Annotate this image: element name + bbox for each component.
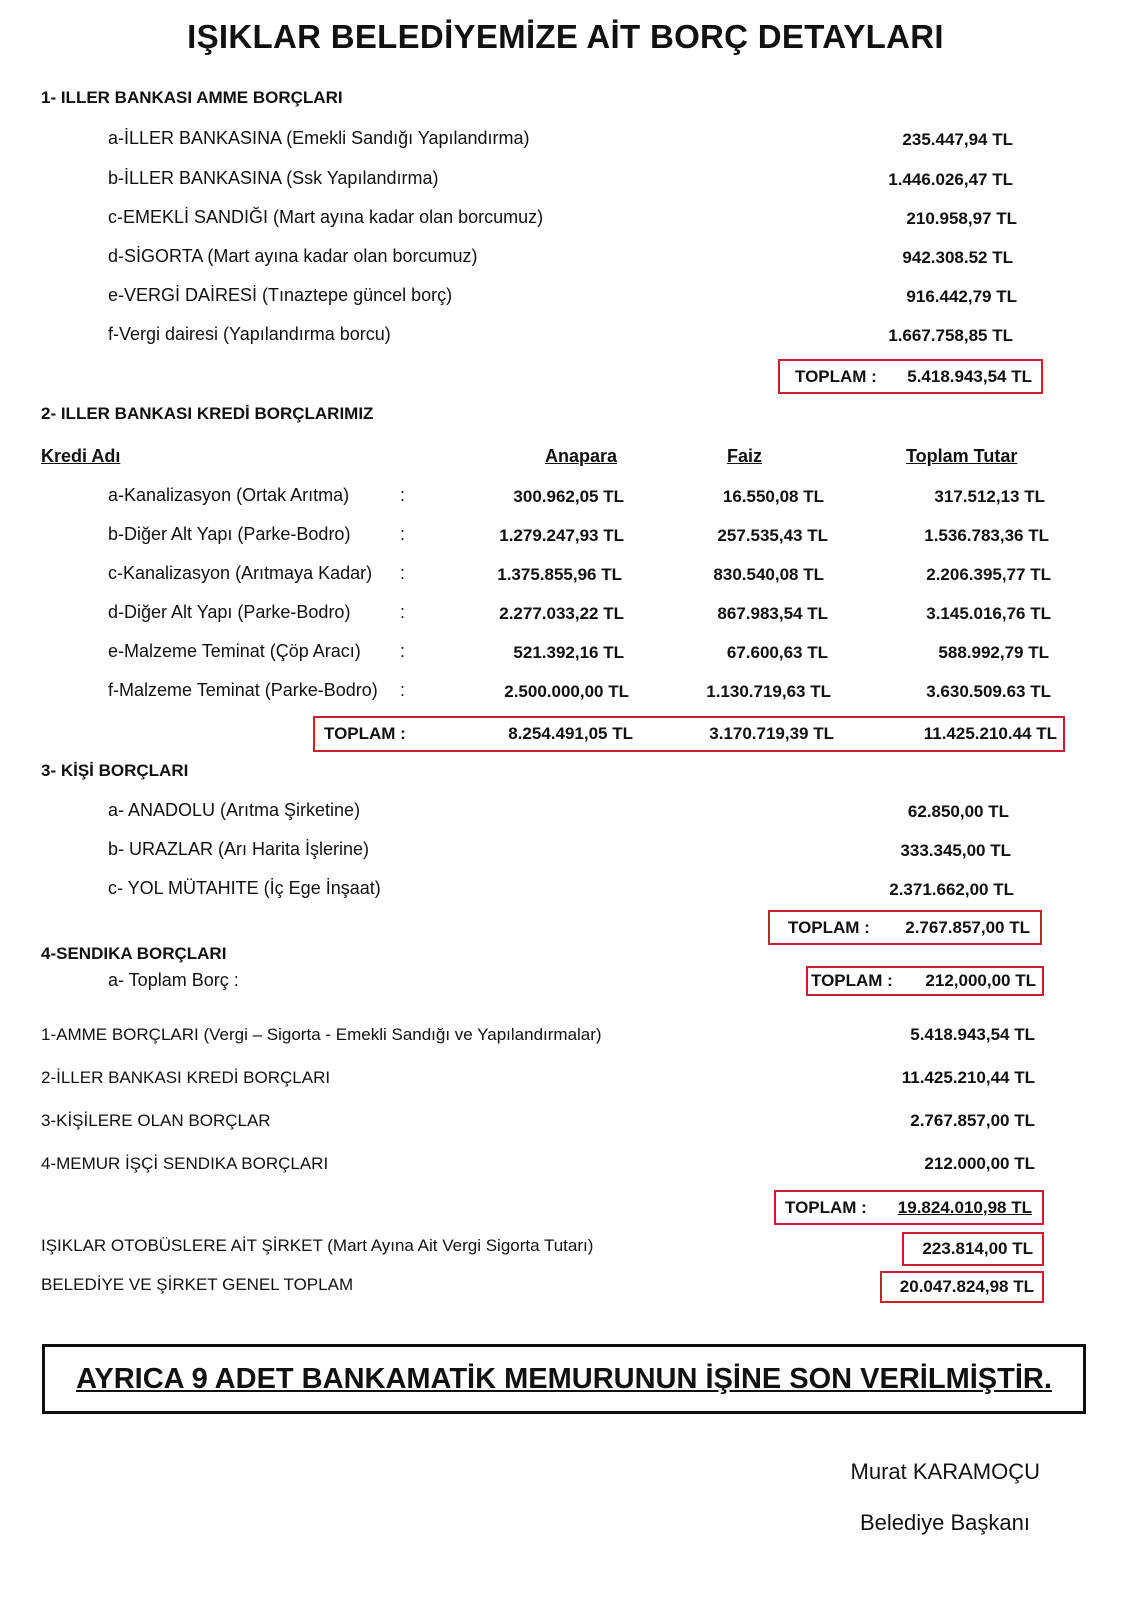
- credit-row-interest: 867.983,54 TL: [717, 604, 828, 623]
- notice-text: AYRICA 9 ADET BANKAMATİK MEMURUNUN İŞİNE SON VERİLMİŞTİR.: [76, 1362, 1052, 1395]
- section-4-heading: 4-SENDIKA BORÇLARI: [41, 944, 227, 963]
- s2-total-total: 11.425.210.44 TL: [923, 724, 1057, 743]
- summary-item-amount: 5.418.943,54 TL: [910, 1025, 1035, 1044]
- s1-item-label: d-SİGORTA (Mart ayına kadar olan borcumuz): [108, 246, 478, 266]
- summary-item-amount: 2.767.857,00 TL: [910, 1111, 1035, 1130]
- s1-item-amount: 1.667.758,85 TL: [888, 326, 1013, 345]
- s1-item-amount: 942.308.52 TL: [902, 248, 1013, 267]
- credit-row-name: f-Malzeme Teminat (Parke-Bodro): [108, 680, 378, 700]
- s3-total-label: TOPLAM :: [788, 917, 870, 937]
- summary-item-label: 1-AMME BORÇLARI (Vergi – Sigorta - Emekli Sandığı ve Yapılandırmalar): [41, 1025, 602, 1044]
- credit-row-colon: :: [400, 680, 406, 700]
- summary-total-value: 19.824.010,98 TL: [897, 1197, 1032, 1217]
- s1-item-amount: 210.958,97 TL: [906, 209, 1017, 228]
- s3-total-value: 2.767.857,00 TL: [905, 917, 1030, 937]
- credit-row-colon: :: [400, 524, 406, 544]
- s1-total-label: TOPLAM :: [795, 366, 877, 386]
- s1-item-label: b-İLLER BANKASINA (Ssk Yapılandırma): [108, 168, 439, 188]
- credit-row-total: 2.206.395,77 TL: [926, 565, 1051, 584]
- credit-row-name: d-Diğer Alt Yapı (Parke-Bodro): [108, 602, 351, 622]
- credit-row-total: 3.145.016,76 TL: [926, 604, 1051, 623]
- credit-row-colon: :: [400, 641, 406, 661]
- col-principal: Anapara: [545, 446, 618, 466]
- s1-total-value: 5.418.943,54 TL: [907, 366, 1032, 386]
- credit-row-principal: 1.279.247,93 TL: [499, 526, 624, 545]
- grand-total-label: BELEDİYE VE ŞİRKET GENEL TOPLAM: [41, 1275, 354, 1294]
- s3-item-amount: 333.345,00 TL: [900, 841, 1011, 860]
- s3-item-label: b- URAZLAR (Arı Harita İşlerine): [108, 839, 370, 859]
- credit-row-principal: 2.277.033,22 TL: [499, 604, 624, 623]
- company-value: 223.814,00 TL: [922, 1239, 1033, 1258]
- credit-row-principal: 1.375.855,96 TL: [497, 565, 622, 584]
- section-2-heading: 2- ILLER BANKASI KREDİ BORÇLARIMIZ: [41, 404, 374, 423]
- s4-total-label: TOPLAM :: [811, 971, 893, 990]
- s3-item-label: a- ANADOLU (Arıtma Şirketine): [108, 800, 361, 820]
- s1-item-label: e-VERGİ DAİRESİ (Tınaztepe güncel borç): [108, 285, 453, 305]
- signature-name: Murat KARAMOÇU: [850, 1459, 1040, 1484]
- company-label: IŞIKLAR OTOBÜSLERE AİT ŞİRKET (Mart Ayına Ait Vergi Sigorta Tutarı): [41, 1236, 594, 1255]
- section-3-heading: 3- KİŞİ BORÇLARI: [41, 761, 189, 780]
- credit-row-principal: 2.500.000,00 TL: [504, 682, 629, 701]
- credit-row-principal: 521.392,16 TL: [513, 643, 624, 662]
- s1-item-amount: 1.446.026,47 TL: [888, 170, 1013, 189]
- credit-row-interest: 1.130.719,63 TL: [706, 682, 831, 701]
- summary-total-box: [774, 1190, 1044, 1225]
- credit-row-principal: 300.962,05 TL: [513, 487, 624, 506]
- s2-total-interest: 3.170.719,39 TL: [709, 724, 834, 743]
- s4-total-value: 212,000,00 TL: [925, 971, 1036, 990]
- signature-role: Belediye Başkanı: [860, 1510, 1030, 1535]
- s1-item-amount: 235.447,94 TL: [902, 130, 1013, 149]
- credit-row-name: a-Kanalizasyon (Ortak Arıtma): [108, 485, 350, 505]
- s2-total-principal: 8.254.491,05 TL: [508, 724, 633, 743]
- credit-row-name: b-Diğer Alt Yapı (Parke-Bodro): [108, 524, 351, 544]
- summary-item-amount: 11.425.210,44 TL: [901, 1068, 1035, 1087]
- credit-row-interest: 257.535,43 TL: [717, 526, 828, 545]
- credit-row-interest: 830.540,08 TL: [713, 565, 824, 584]
- grand-total-value: 20.047.824,98 TL: [899, 1277, 1034, 1296]
- summary-item-amount: 212.000,00 TL: [924, 1154, 1035, 1173]
- s2-total-label: TOPLAM :: [324, 724, 406, 743]
- credit-row-total: 3.630.509.63 TL: [926, 682, 1051, 701]
- s3-item-amount: 2.371.662,00 TL: [889, 880, 1014, 899]
- s3-item-amount: 62.850,00 TL: [907, 802, 1009, 821]
- notice-box: [42, 1344, 1086, 1414]
- credit-row-interest: 16.550,08 TL: [722, 487, 824, 506]
- s4-item-label: a- Toplam Borç :: [108, 970, 239, 990]
- s1-item-label: f-Vergi dairesi (Yapılandırma borcu): [108, 324, 391, 344]
- credit-row-total: 1.536.783,36 TL: [924, 526, 1049, 545]
- summary-item-label: 2-İLLER BANKASI KREDİ BORÇLARI: [41, 1068, 331, 1087]
- credit-row-total: 317.512,13 TL: [934, 487, 1045, 506]
- credit-row-name: c-Kanalizasyon (Arıtmaya Kadar): [108, 563, 373, 583]
- s3-item-label: c- YOL MÜTAHITE (İç Ege İnşaat): [108, 878, 381, 898]
- credit-row-colon: :: [400, 602, 406, 622]
- s1-total-box: [778, 359, 1043, 394]
- credit-row-total: 588.992,79 TL: [938, 643, 1049, 662]
- s1-item-label: c-EMEKLİ SANDIĞI (Mart ayına kadar olan borcumuz): [108, 207, 544, 227]
- s1-item-amount: 916.442,79 TL: [906, 287, 1017, 306]
- col-credit-name: Kredi Adı: [41, 446, 121, 466]
- grand-total-box: [880, 1271, 1044, 1303]
- page-title: IŞIKLAR BELEDİYEMİZE AİT BORÇ DETAYLARI: [187, 18, 944, 55]
- summary-item-label: 3-KİŞİLERE OLAN BORÇLAR: [41, 1111, 271, 1130]
- summary-total-label: TOPLAM :: [785, 1197, 867, 1217]
- s3-total-box: [768, 910, 1042, 945]
- col-interest: Faiz: [727, 446, 763, 466]
- credit-row-colon: :: [400, 563, 406, 583]
- s1-item-label: a-İLLER BANKASINA (Emekli Sandığı Yapılandırma): [108, 128, 530, 148]
- col-total: Toplam Tutar: [906, 446, 1018, 466]
- credit-row-name: e-Malzeme Teminat (Çöp Aracı): [108, 641, 361, 661]
- summary-item-label: 4-MEMUR İŞÇİ SENDIKA BORÇLARI: [41, 1154, 329, 1173]
- s4-total-box: [806, 966, 1044, 996]
- company-total-box: [902, 1232, 1044, 1266]
- s2-total-box: [313, 716, 1065, 752]
- section-1-heading: 1- ILLER BANKASI AMME BORÇLARI: [41, 88, 343, 107]
- credit-row-colon: :: [400, 485, 406, 505]
- credit-row-interest: 67.600,63 TL: [726, 643, 828, 662]
